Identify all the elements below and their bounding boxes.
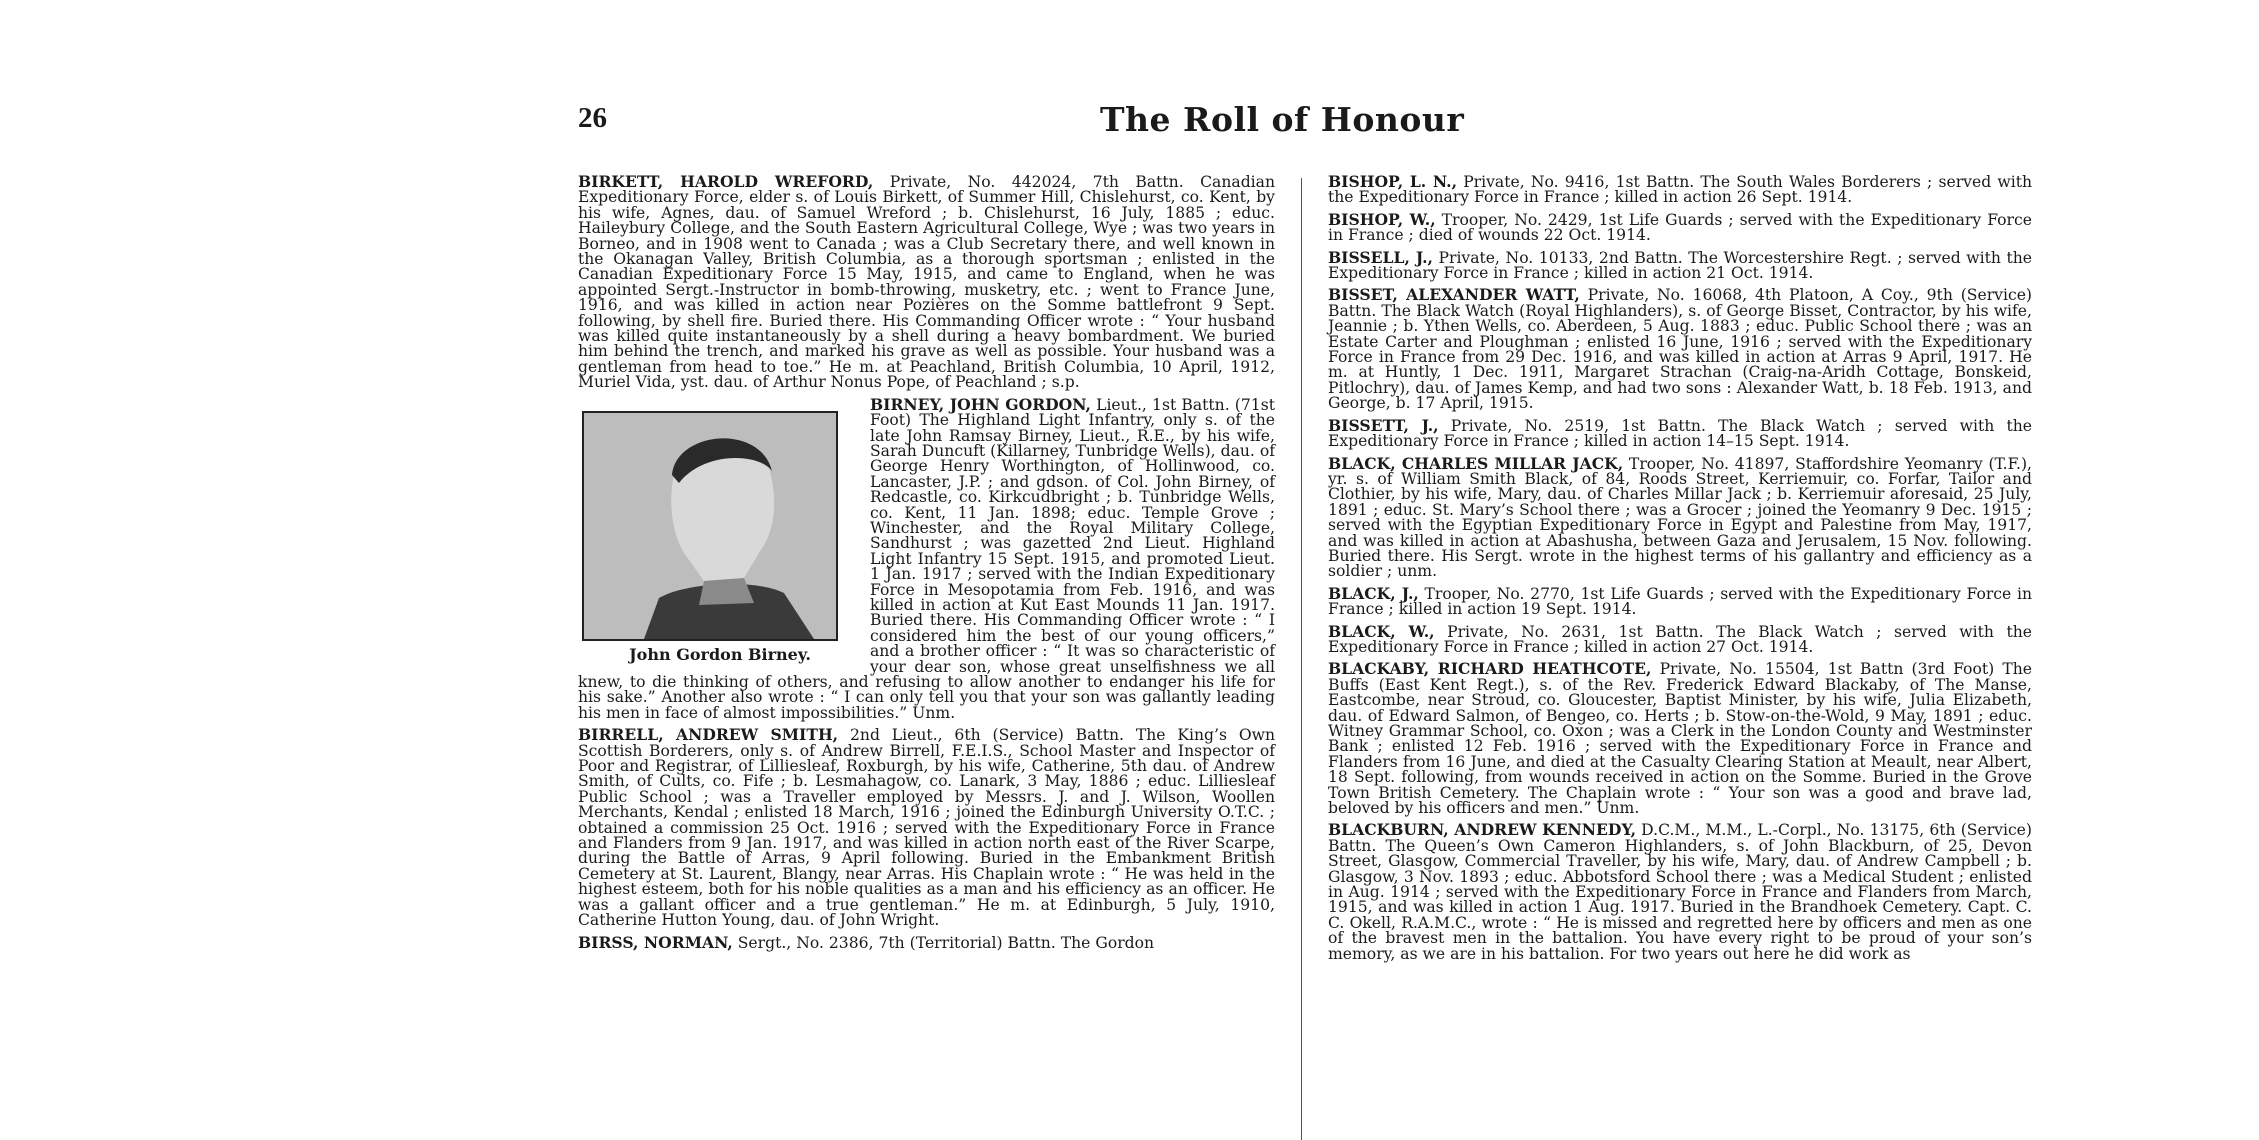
entry-name: BIRRELL, ANDREW SMITH, [578,725,839,745]
entry-bishop-w [1328,209,2032,245]
entry-text: Trooper, No. 2770, 1st Life Guards ; served with the Expeditionary Force in France ; killed in action 19 Sept. 1914. [1328,584,2032,619]
entry-text: Trooper, No. 41897, Staffordshire Yeomanry (T.F.), yr. s. of William Smith Black, of 84, Roods Street, Kerriemuir, co. Forfar, Tailor and Clothier, by his wife, Mary, dau. of Charles Millar Jack ; b. Kerriemuir aforesaid, 25 July, 1891 ; educ. St. Mary’s School there ; was a Grocer ; joined the Yeomanry 9 Dec. 1915 ; served with the Egyptian Expeditionary Force in Egypt and Palestine from May, 1917, and was killed in action at Abashusha, between Gaza and Jerusalem, 15 Nov. following. Buried there. His Sergt. wrote in the highest terms of his gallantry and efficiency as a soldier ; unm. [1328,454,2033,581]
entry-blackaby [1328,661,2032,816]
entry-text: Private, No. 2631, 1st Battn. The Black Watch ; served with the Expeditionary Force in France ; killed in action 27 Oct. 1914. [1328,622,2032,656]
portrait-photo [582,411,838,641]
entry-black-cmj [1328,453,2033,581]
entry-name: BLACKABY, RICHARD HEATHCOTE, [1328,659,1652,679]
entry-text: Private, No. 15504, 1st Battn (3rd Foot) The Buffs (East Kent Regt.), s. of the Rev. Frederick Edward Blackaby, of The Manse, Eastcombe, near Stroud, co. Gloucester, Baptist Minister, by his wife, Julia Elizabeth, dau. of Edward Salmon, of Bengeo, co. Herts ; b. Stow-on-the-Wold, 9 May, 1891 ; educ. Witney Grammar School, co. Oxon ; was a Clerk in the London County and Westminster Bank ; enlisted 12 Feb. 1916 ; served with the Expeditionary Force in France and Flanders from 16 June, and died at the Casualty Clearing Station at Meault, near Albert, 18 Sept. following, from wounds received in action on the Somme. Buried in the Grove Town British Cemetery. The Chaplain wrote : “ Your son was a good and brave lad, beloved by his officers and men.” Unm. [1328,660,2032,818]
entry-name: BISHOP, W., [1328,209,1436,229]
entry-name: BISHOP, L. N., [1328,172,1458,191]
entry-text: Private, No. 10133, 2nd Battn. The Worcestershire Regt. ; served with the Expeditionary Force in France ; killed in action 21 Oct. 1914. [1328,248,2032,283]
entry-name: BLACKBURN, ANDREW KENNEDY, [1328,820,1637,840]
entry-birney [578,394,1275,722]
portrait-image [584,413,836,639]
portrait-figure [578,397,862,662]
left-column [578,174,1275,957]
entry-name: BLACK, W., [1328,621,1435,641]
entry-text: Private, No. 9416, 1st Battn. The South Wales Borderers ; served with the Expeditionary Force in France ; killed in action 26 Sept. 1914. [1328,173,2033,207]
entry-text: Private, No. 2519, 1st Battn. The Black Watch ; served with the Expeditionary Force in France ; killed in action 14–15 Sept. 1914. [1328,416,2032,451]
entry-bishop-ln [1328,174,2032,206]
column-divider [1301,178,1302,1140]
entry-birkett [578,174,1275,391]
entry-name: BIRSS, NORMAN, [578,932,733,952]
entry-text: 2nd Lieut., 6th (Service) Battn. The King’s Own Scottish Borderers, only s. of Andrew Birrell, F.E.I.S., School Master and Inspector of Poor and Registrar, of Lilliesleaf, Roxburgh, by his wife, Catherine, 5th dau. of Andrew Smith, of Cults, co. Fife ; b. Lesmahagow, co. Lanark, 3 May, 1886 ; educ. Lilliesleaf Public School ; was a Traveller employed by Messrs. J. and J. Wilson, Woollen Merchants, Kendal ; enlisted 18 March, 1916 ; joined the Edinburgh University O.T.C. ; obtained a commission 25 Oct. 1916 ; served with the Expeditionary Force in France and Flanders from 9 Jan. 1917, and was killed in action north east of the River Scarpe, during the Battle of Arras, 9 April following. Buried in the Embankment British Cemetery at St. Laurent, Blangy, near Arras. His Chaplain wrote : “ He was held in the highest esteem, both for his noble qualities as a man and his efficiency as an officer. He was a gallant officer and a true gentleman.” He m. at Edinburgh, 5 July, 1910, Catherine Hutton Young, dau. of John Wright. [578,726,1275,930]
entry-name: BISSET, ALEXANDER WATT, [1328,285,1580,305]
entry-text: Trooper, No. 2429, 1st Life Guards ; served with the Expeditionary Force in France ; died of wounds 22 Oct. 1914. [1328,210,2032,245]
right-column [1328,174,2032,968]
entry-birss [578,932,1275,952]
entry-name: BIRNEY, JOHN GORDON, [870,394,1091,414]
entry-black-j [1328,583,2032,619]
entry-bissett [1328,415,2032,451]
entry-name: BISSETT, J., [1328,415,1439,435]
entry-text: Sergt., No. 2386, 7th (Territorial) Battn. The Gordon [732,933,1155,952]
entry-text: Lieut., 1st Battn. (71st Foot) The Highland Light Infantry, only s. of the late John Ramsay Birney, Lieut., R.E., by his wife, Sarah Duncuft (Killarney, Tunbridge Wells), dau. of George Henry Worthington, of Hollinwood, co. Lancaster, J.P. ; and gdson. of Col. John Birney, of Redcastle, co. Kirkcudbright ; b. Tunbridge Wells, co. Kent, 11 Jan. 1898; educ. Temple Grove ; Winchester, and the Royal Military College, Sandhurst ; was gazetted 2nd Lieut. Highland Light Infantry 15 Sept. 1915, and promoted Lieut. 1 Jan. 1917 ; served with the Indian Expeditionary Force in Mesopotamia from Feb. 1916, and was killed in action at Kut East Mounds 11 Jan. 1917. Buried there. His Commanding Officer wrote : “ I considered him the best of our young officers,” and a brother officer : “ It was so characteristic of your dear son, whose great unselfishness we all knew, to die thinking of others, and refusing to allow another to endanger his life for his sake.” Another also wrote : “ I can only tell you that your son was gallantly leading his men in face of almost impossibilities.” Unm. [578,395,1275,722]
entry-black-w [1328,621,2032,656]
entry-text: D.C.M., M.M., L.-Corpl., No. 13175, 6th (Service) Battn. The Queen’s Own Cameron Highlanders, s. of John Blackburn, of 25, Devon Street, Glasgow, Commercial Traveller, by his wife, Mary, dau. of Andrew Campbell ; b. Glasgow, 3 Nov. 1893 ; educ. Abbotsford School there ; was a Medical Student ; enlisted in Aug. 1914 ; served with the Expeditionary Force in France and Flanders from March, 1915, and was killed in action 1 Aug. 1917. Buried in the Brandhoek Cemetery. Capt. C. C. Okell, R.A.M.C., wrote : “ He is missed and regretted here by officers and men as one of the bravest men in the battalion. You have every right to be proud of your son’s memory, as we are in his battalion. For two years out here he did work as [1328,821,2032,963]
entry-blackburn [1328,822,2032,962]
entry-name: BLACK, CHARLES MILLAR JACK, [1328,453,1624,473]
portrait-caption: John Gordon Birney. [629,644,811,664]
entry-bissell [1328,247,2032,283]
entry-bisset [1328,287,2032,411]
entry-text: Private, No. 16068, 4th Platoon, A Coy., 9th (Service) Battn. The Black Watch (Royal Highlanders), s. of George Bisset, Contractor, by his wife, Jeannie ; b. Ythen Wells, co. Aberdeen, 5 Aug. 1883 ; educ. Public School there ; was an Estate Carter and Ploughman ; enlisted 16 June, 1916 ; served with the Expeditionary Force in France from 29 Dec. 1916, and was killed in action at Arras 9 April, 1917. He m. at Huntly, 1 Dec. 1911, Margaret Strachan (Craig-na-Aridh Cottage, Bonskeid, Pitlochry), dau. of James Kemp, and had two sons : Alexander Watt, b. 18 Feb. 1913, and George, b. 17 April, 1915. [1328,286,2033,413]
page-title: The Roll of Honour [1100,100,1465,139]
page-number: 26 [578,102,607,134]
entry-name: BISSELL, J., [1328,247,1433,267]
entry-text: Private, No. 442024, 7th Battn. Canadian Expeditionary Force, elder s. of Louis Birkett, of Summer Hill, Chislehurst, co. Kent, by his wife, Agnes, dau. of Samuel Wreford ; b. Chislehurst, 16 July, 1885 ; educ. Haileybury College, and the South Eastern Agricultural College, Wye ; was two years in Borneo, and in 1908 went to Canada ; was a Club Secretary there, and well known in the Okanagan Valley, British Columbia, as a thorough sportsman ; enlisted in the Canadian Expeditionary Force 15 May, 1915, and came to England, when he was appointed Sergt.-Instructor in bomb-throwing, musketry, etc. ; went to France June, 1916, and was killed in action near Pozières on the Somme battlefront 9 Sept. following, by shell fire. Buried there. His Commanding Officer wrote : “ Your husband was killed quite instantaneously by a shell during a heavy bombardment. We buried him behind the trench, and marked his grave as well as possible. Your husband was a gentleman from head to toe.” He m. at Peachland, British Columbia, 10 April, 1912, Muriel Vida, yst. dau. of Arthur Nonus Pope, of Peachland ; s.p. [578,173,1275,392]
entry-birrell [578,727,1275,928]
entry-name: BLACK, J., [1328,583,1419,603]
entry-name: BIRKETT, HAROLD WREFORD, [578,172,874,191]
